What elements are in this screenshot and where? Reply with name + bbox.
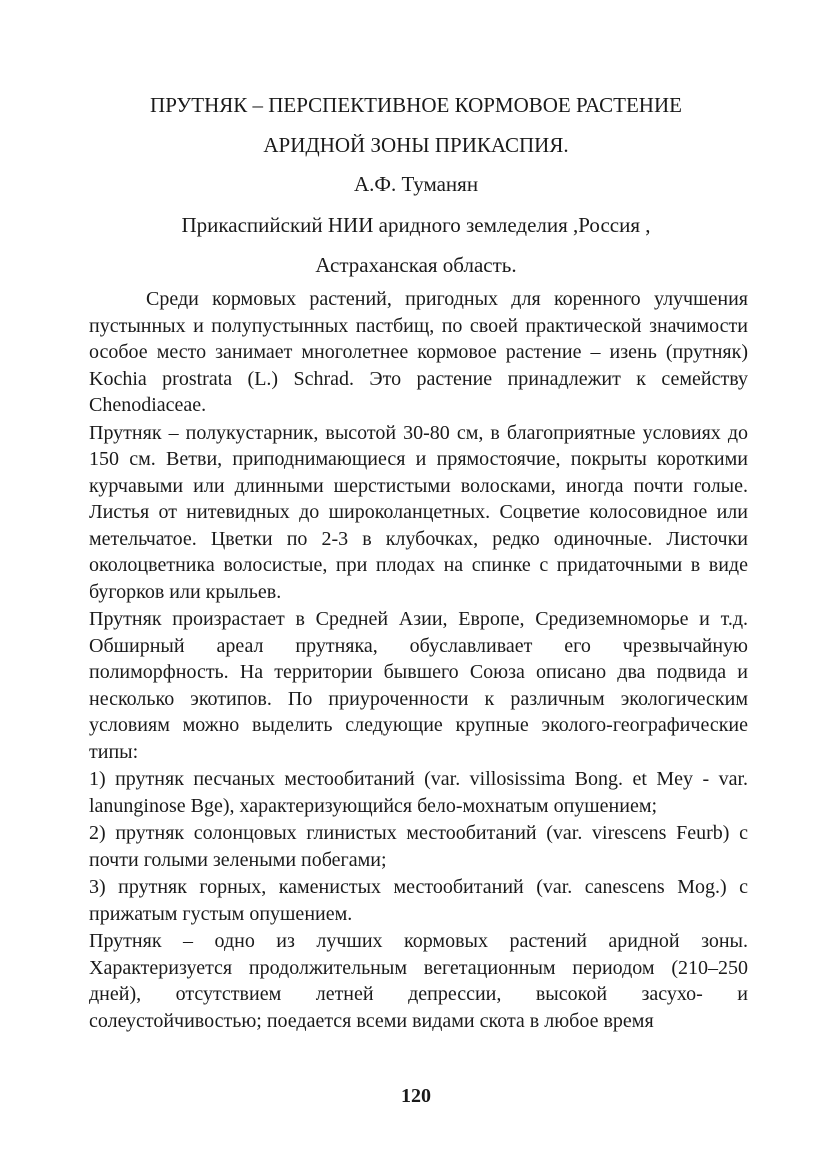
paragraph-characteristics: Прутняк – одно из лучших кормовых растений аридной зоны. Характеризуется продолжительным вегетационным периодом (210–250 дней), отсутствием летней депрессии, высокой засухо- и солеустойчивостью; поедается всеми видами скота в любое время xyxy=(89,930,748,1032)
title-line-2: АРИДНОЙ ЗОНЫ ПРИКАСПИЯ. xyxy=(263,133,569,157)
paragraph-distribution: Прутняк произрастает в Средней Азии, Европе, Средиземноморье и т.д. Обширный ареал прутняка, обуславливает его чрезвычайную полиморфность. На территории бывшего Союза описано два подвида и несколько экотипов. По приуроченности к различным экологическим условиям можно выделить следующие крупные эколого-географические типы: xyxy=(89,608,748,763)
list-item-type-3: 3) прутняк горных, каменистых местообитаний (var. canescens Mog.) с прижатым густым опушением. xyxy=(89,876,748,925)
affiliation-line-2: Астраханская область. xyxy=(315,253,517,277)
affiliation-line-1: Прикаспийский НИИ аридного земледелия ,Россия , xyxy=(181,213,651,237)
page-number: 120 xyxy=(401,1085,431,1107)
list-item-type-1: 1) прутняк песчаных местообитаний (var. villosissima Bong. et Mey - var. lanunginose Bge), характеризующийся бело-мохнатым опушением; xyxy=(89,768,748,817)
paragraph-intro: Среди кормовых растений, пригодных для коренного улучшения пустынных и полупустынных пастбищ, по своей практической значимости особое место занимает многолетнее кормовое растение – изень (прутняк) Kochia prostrata (L.) Schrad. Это растение принадлежит к семейству Chenodiaceae. xyxy=(89,288,748,416)
list-item-type-2: 2) прутняк солонцовых глинистых местообитаний (var. virescens Feurb) с почти голыми зелеными побегами; xyxy=(89,822,748,871)
author: А.Ф. Туманян xyxy=(353,172,479,196)
article-body xyxy=(89,286,748,1035)
paragraph-description: Прутняк – полукустарник, высотой 30-80 см, в благоприятные условиях до 150 см. Ветви, приподнимающиеся и прямостоячие, покрыты короткими курчавыми или длинными шерстистыми волосками, иногда почти голые. Листья от нитевидных до широколанцетных. Соцветие колосовидное или метельчатое. Цветки по 2-3 в клубочках, редко одиночные. Листочки околоцветника волосистые, при плодах на спинке с придаточными в виде бугорков или крыльев. xyxy=(89,421,748,603)
title-line-1: ПРУТНЯК – ПЕРСПЕКТИВНОЕ КОРМОВОЕ РАСТЕНИЕ xyxy=(150,93,682,117)
